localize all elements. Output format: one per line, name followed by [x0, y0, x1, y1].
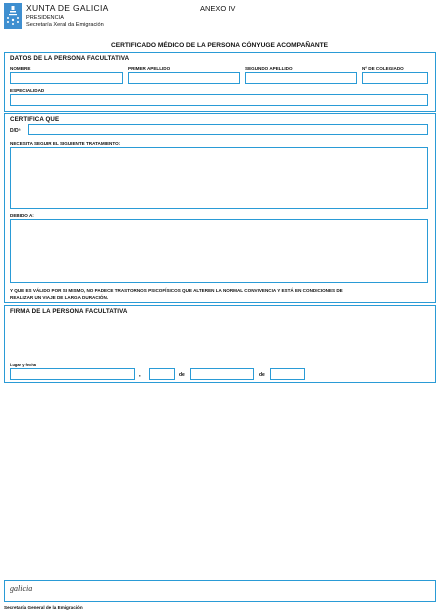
dd-label: D/Dª — [10, 128, 21, 134]
statement-line-2: REALIZAR UN VIAJE DE LARGA DURACIÓN. — [10, 295, 109, 300]
galicia-logo-text: galicia — [10, 584, 33, 593]
segundo-apellido-label: SEGUNDO APELLIDO — [245, 66, 293, 71]
galicia-emblem-icon — [4, 3, 22, 29]
annex-label: ANEXO IV — [200, 4, 236, 13]
de-label-2: de — [259, 372, 265, 378]
document-title: CERTIFICADO MÉDICO DE LA PERSONA CÓNYUGE ACOMPAÑANTE — [110, 42, 329, 49]
nombre-label: NOMBRE — [10, 66, 31, 71]
dd-field[interactable] — [28, 124, 428, 135]
statement-line-1: Y QUE ES VÁLIDO POR SI MISMO, NO PADECE TRASTORNOS PSICOFÍSICOS QUE ALTEREN LA NORMAL CONVIVENCIA Y ESTÁ EN CONDICIONES DE — [10, 288, 343, 293]
section1-title: DATOS DE LA PERSONA FACULTATIVA — [10, 55, 130, 62]
lugar-fecha-label: Lugar y fecha — [10, 362, 37, 367]
month-field[interactable] — [190, 368, 254, 380]
especialidad-label: ESPECIALIDAD — [10, 88, 45, 93]
dept-name: PRESIDENCIA — [26, 15, 64, 21]
year-field[interactable] — [270, 368, 305, 380]
debido-label: DEBIDO A: — [10, 213, 34, 218]
footer-box — [4, 580, 436, 602]
day-field[interactable] — [149, 368, 175, 380]
tratamiento-textarea[interactable] — [10, 147, 428, 209]
tratamiento-label: NECESITA SEGUIR EL SIGUIENTE TRATAMIENTO: — [10, 141, 121, 146]
primer-apellido-label: PRIMER APELLIDO — [128, 66, 171, 71]
colegiado-field[interactable] — [362, 72, 428, 84]
org-name: XUNTA DE GALICIA — [26, 3, 109, 13]
comma-separator: , — [139, 372, 141, 378]
nombre-field[interactable] — [10, 72, 123, 84]
lugar-field[interactable] — [10, 368, 135, 380]
galicia-logo — [10, 584, 32, 593]
segundo-apellido-field[interactable] — [245, 72, 357, 84]
section2-title: CERTIFICA QUE — [10, 116, 60, 123]
subdept-name: Secretaría Xeral da Emigración — [26, 22, 104, 28]
section3-title: FIRMA DE LA PERSONA FACULTATIVA — [10, 308, 128, 315]
de-label-1: de — [179, 372, 185, 378]
primer-apellido-field[interactable] — [128, 72, 240, 84]
footer-secretaria: Secretaría General de la Emigración — [4, 605, 83, 610]
especialidad-field[interactable] — [10, 94, 428, 106]
colegiado-label: Nº DE COLEGIADO — [362, 66, 404, 71]
xunta-logo — [4, 3, 22, 29]
debido-textarea[interactable] — [10, 219, 428, 283]
